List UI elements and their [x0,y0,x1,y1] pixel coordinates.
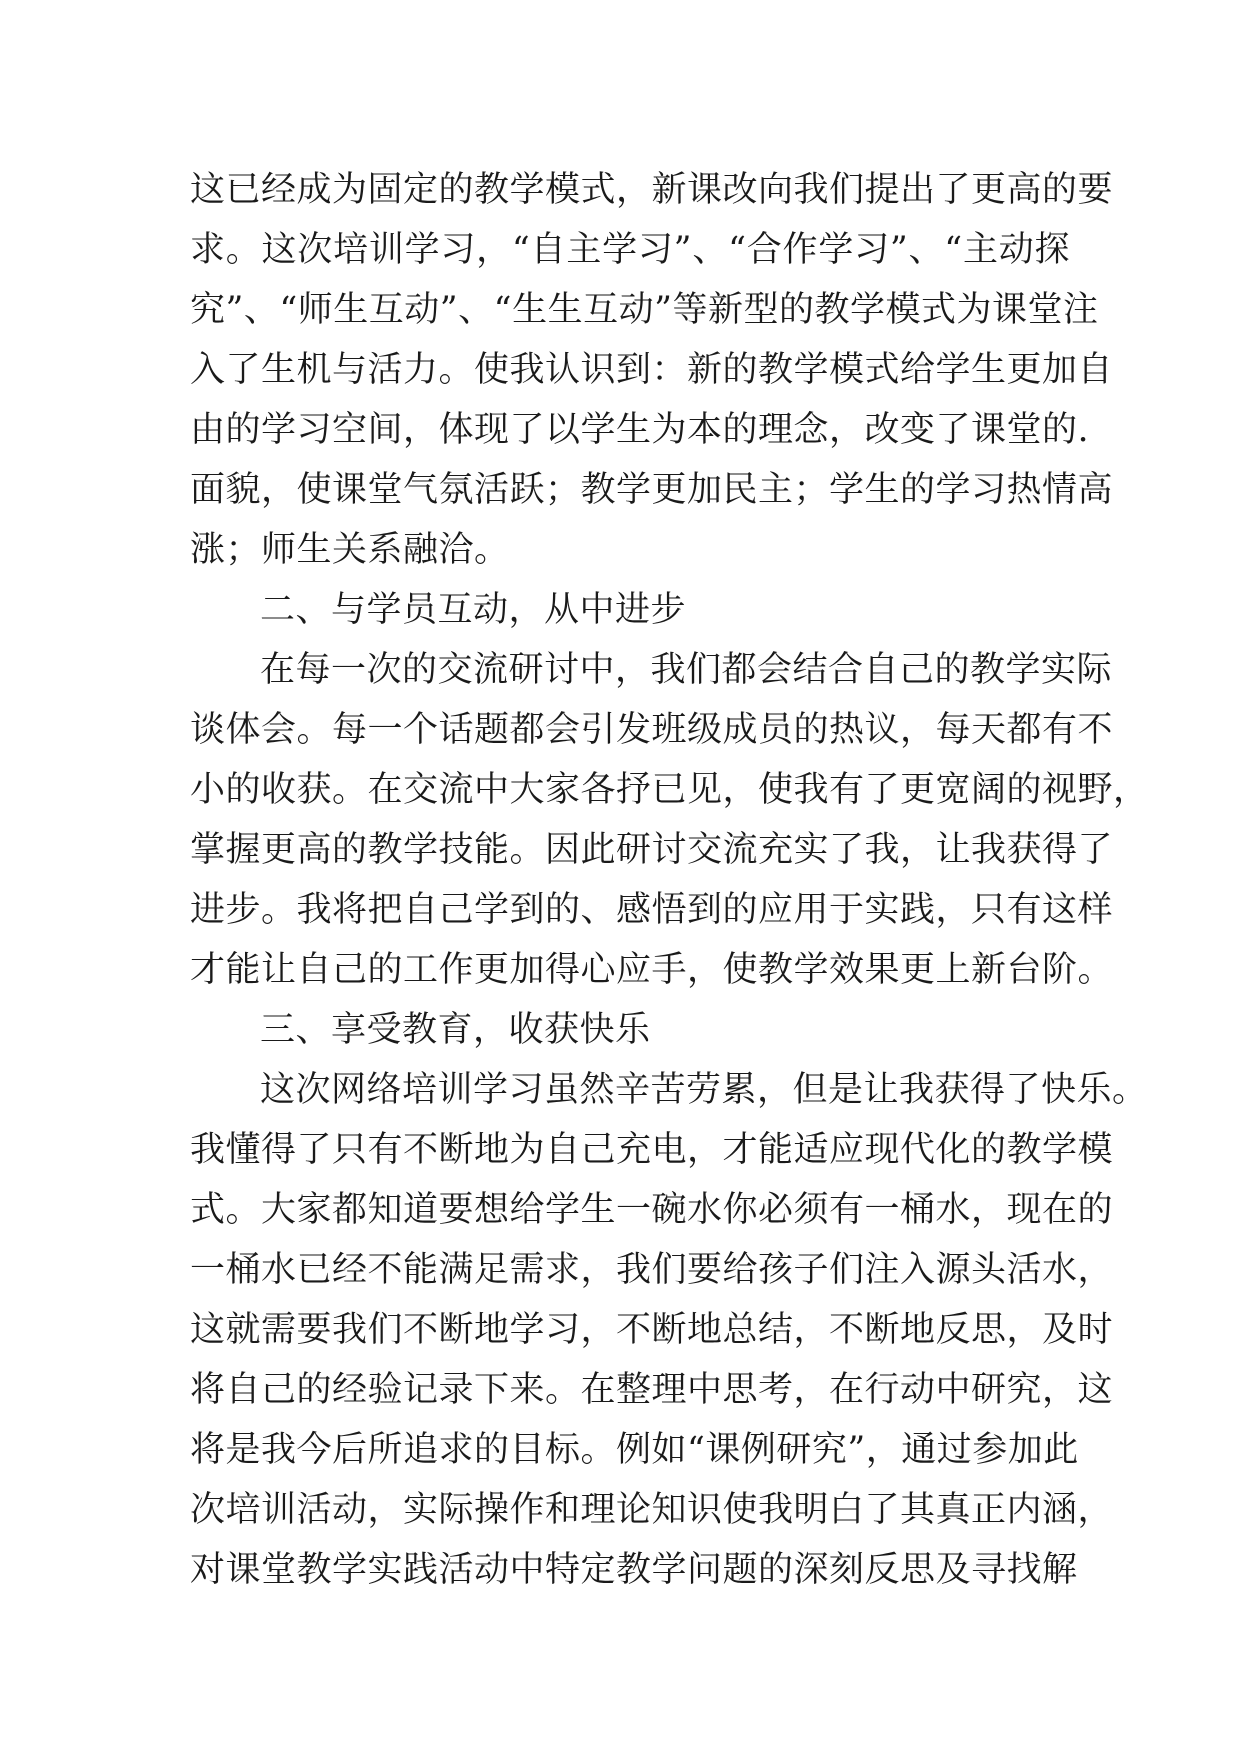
section-heading-2: 二、与学员互动，从中进步 [260,590,687,630]
text-line: 谈体会。每一个话题都会引发班级成员的热议，每天都有不 [190,710,1114,750]
text-line: 这已经成为固定的教学模式，新课改向我们提出了更高的要 [190,170,1114,210]
section-heading-3: 三、享受教育，收获快乐 [260,1010,651,1050]
text-line: 求。这次培训学习，“自主学习”、“合作学习”、“主动探 [190,230,1070,270]
text-line: 次培训活动，实际操作和理论知识使我明白了其真正内涵， [190,1490,1114,1530]
text-line: 由的学习空间，体现了以学生为本的理念，改变了课堂的. [190,410,1090,450]
document-body [190,160,1149,1600]
text-line: 将是我今后所追求的目标。例如“课例研究”，通过参加此 [190,1430,1079,1470]
text-line: 在每一次的交流研讨中，我们都会结合自己的教学实际 [260,650,1113,690]
text-line: 才能让自己的工作更加得心应手，使教学效果更上新台阶。 [190,950,1114,990]
text-line: 一桶水已经不能满足需求，我们要给孩子们注入源头活水， [190,1250,1114,1290]
text-line: 掌握更高的教学技能。因此研讨交流充实了我，让我获得了 [190,830,1114,870]
text-line: 我懂得了只有不断地为自己充电，才能适应现代化的教学模 [190,1130,1114,1170]
text-line: 涨；师生关系融洽。 [190,530,510,570]
text-line: 究”、“师生互动”、“生生互动”等新型的教学模式为课堂注 [190,290,1099,330]
text-line: 进步。我将把自己学到的、感悟到的应用于实践，只有这样 [190,890,1114,930]
text-line: 小的收获。在交流中大家各抒已见，使我有了更宽阔的视野， [190,770,1149,810]
text-line: 对课堂教学实践活动中特定教学问题的深刻反思及寻找解 [190,1550,1078,1590]
text-line: 这就需要我们不断地学习，不断地总结，不断地反思，及时 [190,1310,1114,1350]
text-line: 这次网络培训学习虽然辛苦劳累，但是让我获得了快乐。 [260,1070,1148,1110]
text-line: 式。大家都知道要想给学生一碗水你必须有一桶水，现在的 [190,1190,1114,1230]
text-line: 入了生机与活力。使我认识到：新的教学模式给学生更加自 [190,350,1114,390]
text-line: 将自己的经验记录下来。在整理中思考，在行动中研究，这 [190,1370,1114,1410]
text-line: 面貌，使课堂气氛活跃；教学更加民主；学生的学习热情高 [190,470,1114,510]
